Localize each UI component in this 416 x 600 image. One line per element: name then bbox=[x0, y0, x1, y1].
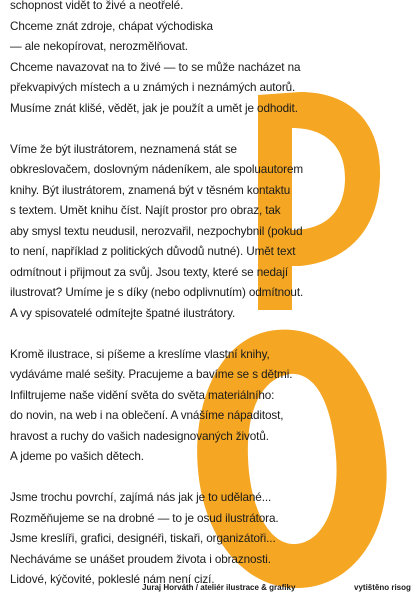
text-line: Rozměňujeme se na drobné — to je osud ilustrátora. bbox=[10, 511, 279, 525]
text-line: Jsme kreslíři, grafici, designéři, tiskaři, organizátoři... bbox=[10, 532, 276, 545]
text-line: odmítnout i přijmout za svůj. Jsou texty, které se nedají bbox=[10, 265, 288, 279]
text-line: Necháváme se unášet proudem života i obraznosti. bbox=[10, 552, 271, 566]
text-line: Lidové, kýčovité, pokleslé nám není cizí. bbox=[10, 573, 215, 586]
text-line: překvapivých místech a u známých i neznámých autorů. bbox=[10, 81, 296, 94]
footer-author: Juraj Horváth / ateliér ilustrace & grafiky bbox=[142, 583, 296, 592]
manifesto-paragraph bbox=[10, 345, 408, 468]
text-line: — ale nekopírovat, nerozmělňovat. bbox=[10, 40, 188, 53]
manifesto-text bbox=[10, 0, 408, 600]
manifesto-paragraph bbox=[10, 488, 408, 591]
text-line: hravost a ruchy do vašich nadesignovaných životů. bbox=[10, 429, 269, 443]
footer-printed-note: vytištěno risog bbox=[354, 583, 411, 592]
manifesto-paragraph bbox=[10, 0, 408, 119]
manifesto-paragraph bbox=[10, 140, 408, 325]
text-line: A jdeme po vašich dětech. bbox=[10, 450, 144, 463]
text-line: Chceme znát zdroje, chápat východiska bbox=[10, 19, 213, 33]
text-line: Chceme navazovat na to živé — to se může nacházet na bbox=[10, 60, 301, 74]
text-line: ilustrovat? Umíme je s díky (nebo odplivnutím) odmítnout. bbox=[10, 286, 304, 299]
text-line: obkreslovačem, doslovným nádeníkem, ale spoluautorem bbox=[10, 163, 303, 176]
text-line: do novin, na web i na oblečení. A vnášíme nápaditost, bbox=[10, 409, 284, 422]
text-line: s textem. Umět knihu číst. Najít prostor pro obraz, tak bbox=[10, 204, 281, 217]
text-line: Kromě ilustrace, si píšeme a kreslíme vlastní knihy, bbox=[10, 347, 270, 361]
text-line: Víme že být ilustrátorem, neznamená stát se bbox=[10, 142, 237, 156]
text-line: vydáváme malé sešity. Pracujeme a bavíme se s dětmi. bbox=[10, 368, 293, 381]
text-line: Infiltrujeme naše vidění světa do světa materiálního: bbox=[10, 388, 275, 402]
text-line: Jsme trochu povrchí, zajímá nás jak je to udělané... bbox=[10, 491, 272, 504]
text-line: aby smysl textu neudusil, nerozvařil, nezpochybnil (pokud bbox=[10, 224, 303, 238]
text-line: knihy. Být ilustrátorem, znamená být v těsném kontaktu bbox=[10, 183, 291, 197]
text-line: schopnost vidět to živé a neotřelé. bbox=[10, 0, 184, 12]
text-line: Musíme znát klišé, vědět, jak je použít a umět je odhodit. bbox=[10, 101, 298, 115]
text-line: A vy spisovatelé odmítejte špatné ilustrátory. bbox=[10, 306, 236, 320]
text-line: to není, například z politických důvodů nutné). Umět text bbox=[10, 245, 296, 258]
